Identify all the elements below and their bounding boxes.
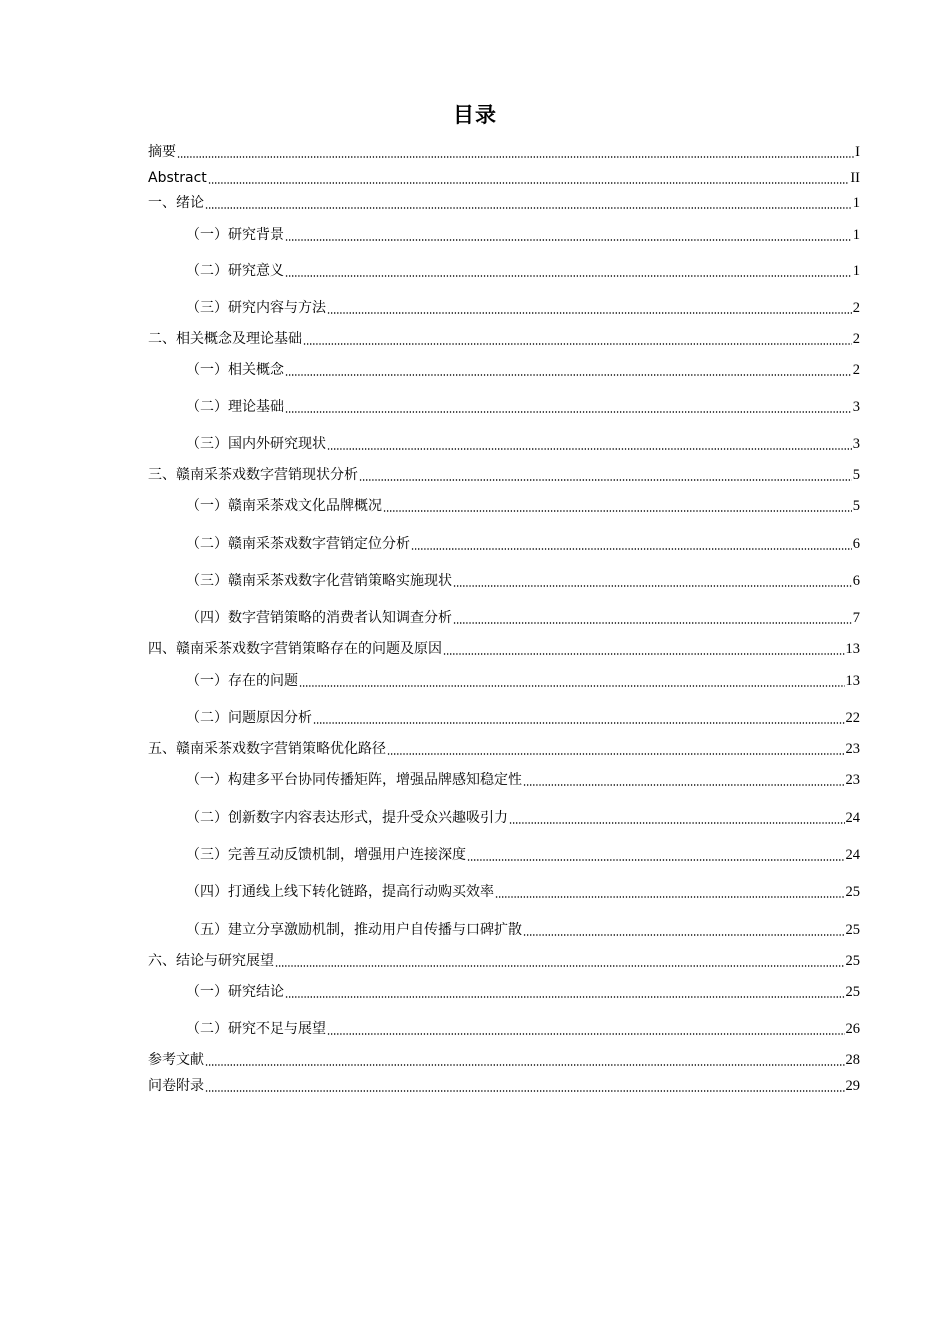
toc-entry-page-number: 25 [845,884,860,900]
toc-entry-label: （二）理论基础 [186,399,284,415]
toc-entry-label: 三、赣南采茶戏数字营销现状分析 [148,467,358,483]
dot-leader [411,548,852,550]
toc-entry[interactable] [148,329,860,349]
page-title: 目录 [453,103,497,127]
toc-entry-label: 二、相关概念及理论基础 [148,331,302,347]
dot-leader [327,1033,845,1035]
toc-entry-label: （二）赣南采茶戏数字营销定位分析 [186,536,410,552]
toc-entry-page-number: 6 [852,536,860,552]
toc-entry-page-number: 5 [852,498,860,514]
toc-entry[interactable] [186,845,860,865]
dot-leader [443,653,845,655]
toc-entry-page-number: I [855,144,860,160]
toc-entry[interactable] [186,708,860,728]
dot-leader [327,312,852,314]
dot-leader [383,510,852,512]
toc-entry-page-number: 13 [845,641,860,657]
toc-entry[interactable] [186,434,860,454]
dot-leader [208,182,850,184]
toc-entry-label: （一）赣南采茶戏文化品牌概况 [186,498,382,514]
toc-entry-page-number: 23 [845,741,860,757]
toc-entry-label: （一）存在的问题 [186,673,298,689]
dot-leader [285,374,852,376]
toc-entry-page-number: 7 [852,610,860,626]
toc-entry[interactable] [186,920,860,940]
dot-leader [285,996,845,998]
toc-entry-page-number: 24 [845,810,860,826]
toc-entry[interactable] [186,225,860,245]
toc-entry-page-number: 2 [852,331,860,347]
dot-leader [387,753,845,755]
dot-leader [523,934,845,936]
toc-entry-label: Abstract [148,170,207,186]
toc-entry-page-number: 13 [845,673,860,689]
toc-entry-label: （一）研究结论 [186,984,284,1000]
toc-entry[interactable] [186,770,860,790]
toc-entry[interactable] [148,142,860,162]
toc-entry[interactable] [186,1019,860,1039]
dot-leader [313,722,845,724]
toc-entry-page-number: 25 [845,922,860,938]
toc-entry[interactable] [186,261,860,281]
toc-entry[interactable] [148,951,860,971]
toc-entry[interactable] [186,982,860,1002]
dot-leader [177,156,854,158]
dot-leader [453,585,852,587]
toc-entry-label: （二）研究意义 [186,263,284,279]
toc-entry-label: （一）构建多平台协同传播矩阵，增强品牌感知稳定性 [186,772,522,788]
toc-entry-label: （三）赣南采茶戏数字化营销策略实施现状 [186,573,452,589]
toc-entry-page-number: 28 [845,1052,860,1068]
toc-entry-label: 一、绪论 [148,195,204,211]
dot-leader [285,411,852,413]
toc-entry[interactable] [186,298,860,318]
dot-leader [205,1064,845,1066]
toc-entry-label: 六、结论与研究展望 [148,953,274,969]
dot-leader [285,275,852,277]
toc-entry-page-number: 2 [852,362,860,378]
toc-entry-page-number: II [850,170,860,186]
toc-entry-page-number: 26 [845,1021,860,1037]
toc-entry-page-number: 3 [852,436,860,452]
toc-entry[interactable] [186,397,860,417]
toc-entry-label: （三）完善互动反馈机制，增强用户连接深度 [186,847,466,863]
dot-leader [495,896,845,898]
dot-leader [205,207,852,209]
toc-entry-page-number: 29 [845,1078,860,1094]
toc-entry-label: 参考文献 [148,1052,204,1068]
toc-entry[interactable] [148,639,860,659]
toc-entry-page-number: 6 [852,573,860,589]
toc-entry-page-number: 1 [852,263,860,279]
toc-entry-page-number: 3 [852,399,860,415]
toc-entry-label: （二）研究不足与展望 [186,1021,326,1037]
toc-entry-label: （二）问题原因分析 [186,710,312,726]
toc-entry[interactable] [186,360,860,380]
toc-entry-label: （五）建立分享激励机制，推动用户自传播与口碑扩散 [186,922,522,938]
dot-leader [523,784,845,786]
toc-entry-page-number: 1 [852,227,860,243]
dot-leader [453,622,852,624]
toc-entry-page-number: 1 [852,195,860,211]
toc-entry[interactable] [186,571,860,591]
toc-entry[interactable] [148,168,860,188]
toc-entry[interactable] [186,608,860,628]
toc-entry[interactable] [148,1076,860,1096]
toc-entry-label: 问卷附录 [148,1078,204,1094]
dot-leader [509,822,845,824]
toc-entry-page-number: 25 [845,984,860,1000]
dot-leader [327,448,852,450]
toc-entry[interactable] [148,1050,860,1070]
dot-leader [205,1090,845,1092]
toc-entry-label: （四）打通线上线下转化链路，提高行动购买效率 [186,884,494,900]
toc-entry-label: （三）研究内容与方法 [186,300,326,316]
toc-entry-label: （一）相关概念 [186,362,284,378]
toc-entry-page-number: 5 [852,467,860,483]
toc-entry-label: （二）创新数字内容表达形式，提升受众兴趣吸引力 [186,810,508,826]
toc-entry-page-number: 25 [845,953,860,969]
toc-entry-label: 四、赣南采茶戏数字营销策略存在的问题及原因 [148,641,442,657]
toc-entry[interactable] [186,534,860,554]
toc-entry-page-number: 2 [852,300,860,316]
toc-entry-label: （三）国内外研究现状 [186,436,326,452]
dot-leader [299,685,845,687]
toc-entry[interactable] [148,193,860,213]
dot-leader [359,479,852,481]
toc-entry[interactable] [186,496,860,516]
toc-entry-page-number: 24 [845,847,860,863]
toc-entry-page-number: 22 [845,710,860,726]
toc-entry-label: （一）研究背景 [186,227,284,243]
toc-entry-label: 五、赣南采茶戏数字营销策略优化路径 [148,741,386,757]
toc-entry[interactable] [148,739,860,759]
toc-entry[interactable] [186,882,860,902]
dot-leader [285,239,852,241]
toc-entry-label: 摘要 [148,144,176,160]
dot-leader [275,965,845,967]
toc-entry-label: （四）数字营销策略的消费者认知调查分析 [186,610,452,626]
dot-leader [467,859,845,861]
toc-entry[interactable] [148,465,860,485]
dot-leader [303,343,852,345]
toc-entry-page-number: 23 [845,772,860,788]
toc-entry[interactable] [186,808,860,828]
toc-entry[interactable] [186,671,860,691]
